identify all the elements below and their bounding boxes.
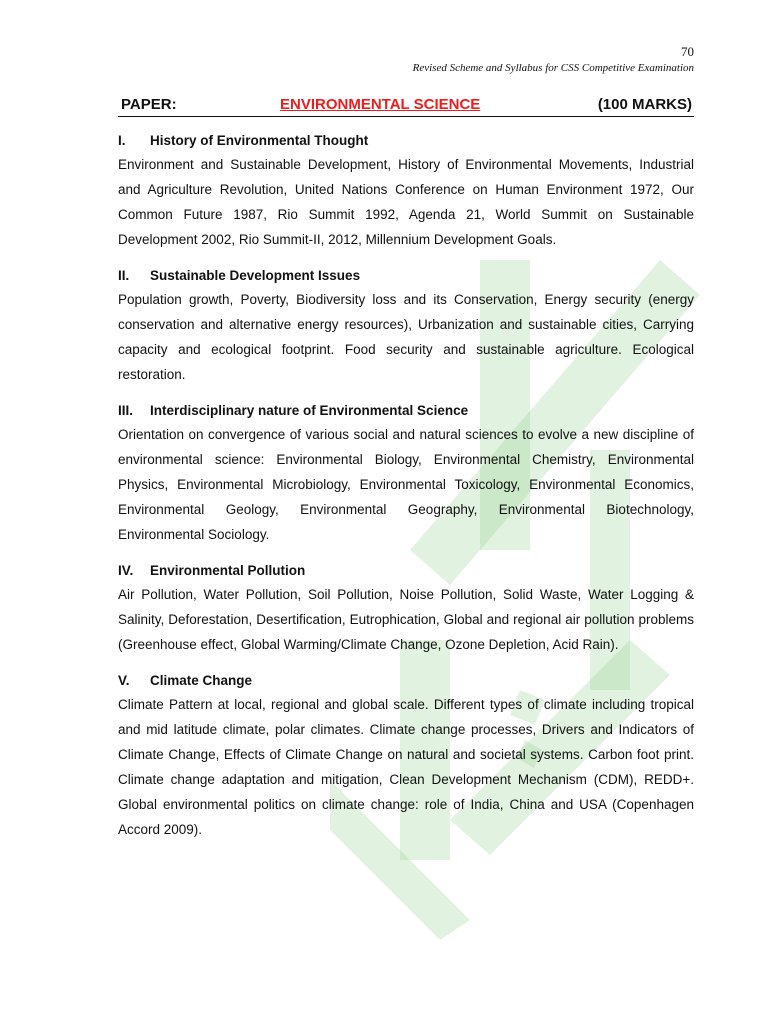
section-3 xyxy=(118,401,694,547)
section-body: Air Pollution, Water Pollution, Soil Pollution, Noise Pollution, Solid Waste, Water Logging & Salinity, Deforestation, Desertification, Eutrophication, Global and regional air pollution problems (Greenhouse effect, Global Warming/Climate Change, Ozone Depletion, Acid Rain). xyxy=(118,587,694,652)
section-heading xyxy=(118,671,694,691)
section-title: Interdisciplinary nature of Environmental Science xyxy=(150,403,469,418)
section-body: Climate Pattern at local, regional and global scale. Different types of climate including tropical and mid latitude climate, polar climates. Climate change processes, Drivers and Indicators of Climate Change, Effects of Climate Change on natural and societal systems. Carbon foot print. Climate change adaptation and mitigation, Clean Development Mechanism (CDM), REDD+. Global environmental politics on climate change: role of India, China and USA (Copenhagen Accord 2009). xyxy=(118,697,694,837)
section-title: Environmental Pollution xyxy=(150,563,306,578)
section-title: Climate Change xyxy=(150,673,253,688)
section-1 xyxy=(118,131,694,252)
section-numeral: I. xyxy=(118,133,126,148)
running-header: Revised Scheme and Syllabus for CSS Competitive Examination xyxy=(412,62,694,74)
section-body: Population growth, Poverty, Biodiversity loss and its Conservation, Energy security (energy conservation and alternative energy resources), Urbanization and sustainable cities, Carrying capacity and ecological footprint. Food security and sustainable agriculture. Ecological restoration. xyxy=(118,292,694,382)
paper-marks: (100 MARKS) xyxy=(597,96,692,113)
paper-title-line xyxy=(118,94,694,117)
paper-subject: ENVIRONMENTAL SCIENCE xyxy=(280,96,481,113)
section-body: Environment and Sustainable Development, History of Environmental Movements, Industrial and Agriculture Revolution, United Nations Conference on Human Environment 1972, Our Common Future 1987, Rio Summit 1992, Agenda 21, World Summit on Sustainable Development 2002, Rio Summit-II, 2012, Millennium Development Goals. xyxy=(118,157,694,247)
section-heading xyxy=(118,401,694,421)
section-heading xyxy=(118,266,694,286)
section-4 xyxy=(118,561,694,657)
section-title: Sustainable Development Issues xyxy=(150,268,361,283)
section-heading xyxy=(118,561,694,581)
section-numeral: V. xyxy=(118,673,130,688)
section-numeral: IV. xyxy=(118,563,134,578)
section-2 xyxy=(118,266,694,387)
content-area xyxy=(118,40,694,842)
section-numeral: II. xyxy=(118,268,130,283)
section-numeral: III. xyxy=(118,403,134,418)
page-number: 70 xyxy=(681,44,694,59)
paper-label: PAPER: xyxy=(121,96,177,113)
section-5 xyxy=(118,671,694,842)
section-heading xyxy=(118,131,694,151)
section-body: Orientation on convergence of various social and natural sciences to evolve a new discipline of environmental science: Environmental Biology, Environmental Chemistry, Environmental Physics, Environmental Microbiology, Environmental Toxicology, Environmental Economics, Environmental Geology, Environmental Geography, Environmental Biotechnology, Environmental Sociology. xyxy=(118,427,694,542)
section-title: History of Environmental Thought xyxy=(150,133,369,148)
